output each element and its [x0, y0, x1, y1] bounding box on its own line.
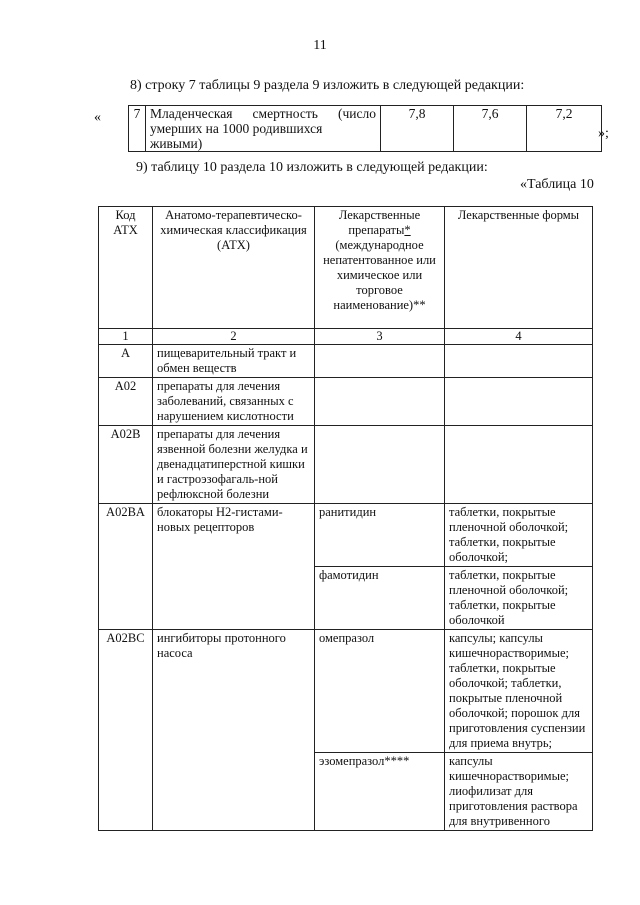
header-forms: Лекарственные формы [445, 207, 593, 329]
atc-class: ингибиторы протонного насоса [153, 630, 315, 831]
item-8-text: 8) строку 7 таблицы 9 раздела 9 изложить в следующей редакции: [130, 78, 525, 93]
drug-forms [445, 345, 593, 378]
header-row [99, 207, 593, 329]
row-7-label-line2: умерших на 1000 родившихся живыми) [150, 121, 323, 151]
atc-code: A02BA [99, 504, 153, 630]
atc-code: A02BC [99, 630, 153, 831]
row-7-value-2: 7,6 [454, 106, 527, 152]
atc-class: блокаторы H2-гистами-новых рецепторов [153, 504, 315, 630]
header-drugs [315, 207, 445, 329]
drug-forms: таблетки, покрытые пленочной оболочкой; таблетки, покрытые оболочкой [445, 567, 593, 630]
drug-forms: капсулы кишечнорастворимые; лиофилизат для приготовления раствора для внутривенного [445, 753, 593, 831]
table-row [99, 345, 593, 378]
column-number: 3 [315, 329, 445, 345]
header-drugs-post: (международное непатентованное или химическое или торговое наименование)** [323, 238, 436, 312]
drug-forms [445, 426, 593, 504]
atc-table [98, 206, 593, 831]
row-7-number: 7 [129, 106, 146, 152]
table-caption: «Таблица 10 [520, 177, 594, 192]
open-quote: « [94, 110, 101, 125]
drug-forms: таблетки, покрытые пленочной оболочкой; таблетки, покрытые оболочкой; [445, 504, 593, 567]
row-7-table [128, 105, 602, 152]
table-row [99, 630, 593, 753]
atc-code: A [99, 345, 153, 378]
column-number: 1 [99, 329, 153, 345]
header-drugs-pre: Лекарственные препараты [338, 208, 421, 237]
table-row [99, 504, 593, 567]
row-7-label [146, 106, 381, 152]
header-code: Код АТХ [99, 207, 153, 329]
atc-code: A02B [99, 426, 153, 504]
column-number-row [99, 329, 593, 345]
footnote-mark: * [404, 223, 411, 237]
atc-code: A02 [99, 378, 153, 426]
drug-forms [445, 378, 593, 426]
drug-name [315, 426, 445, 504]
column-number: 2 [153, 329, 315, 345]
drug-forms: капсулы; капсулы кишечнорастворимые; таблетки, покрытые оболочкой; таблетки, покрытые пленочной оболочкой; порошок для приготовления суспензии для приема внутрь; [445, 630, 593, 753]
atc-class: пищеварительный тракт и обмен веществ [153, 345, 315, 378]
header-classification: Анатомо-терапевтическо-химическая классификация (АТХ) [153, 207, 315, 329]
row-7-value-3: 7,2 [527, 106, 602, 152]
drug-name: эзомепразол**** [315, 753, 445, 831]
close-quote: »; [598, 126, 609, 141]
drug-name: фамотидин [315, 567, 445, 630]
table-row [99, 426, 593, 504]
drug-name: ранитидин [315, 504, 445, 567]
drug-name: омепразол [315, 630, 445, 753]
row-7-value-1: 7,8 [381, 106, 454, 152]
atc-class: препараты для лечения язвенной болезни желудка и двенадцатиперстной кишки и гастроэзофагаль-ной рефлюксной болезни [153, 426, 315, 504]
row-7-label-line1: Младенческая смертность (число [150, 106, 376, 121]
item-9-text: 9) таблицу 10 раздела 10 изложить в следующей редакции: [136, 160, 488, 175]
atc-class: препараты для лечения заболеваний, связанных с нарушением кислотности [153, 378, 315, 426]
page-number: 11 [313, 38, 327, 53]
drug-name [315, 378, 445, 426]
table-row [99, 378, 593, 426]
drug-name [315, 345, 445, 378]
column-number: 4 [445, 329, 593, 345]
